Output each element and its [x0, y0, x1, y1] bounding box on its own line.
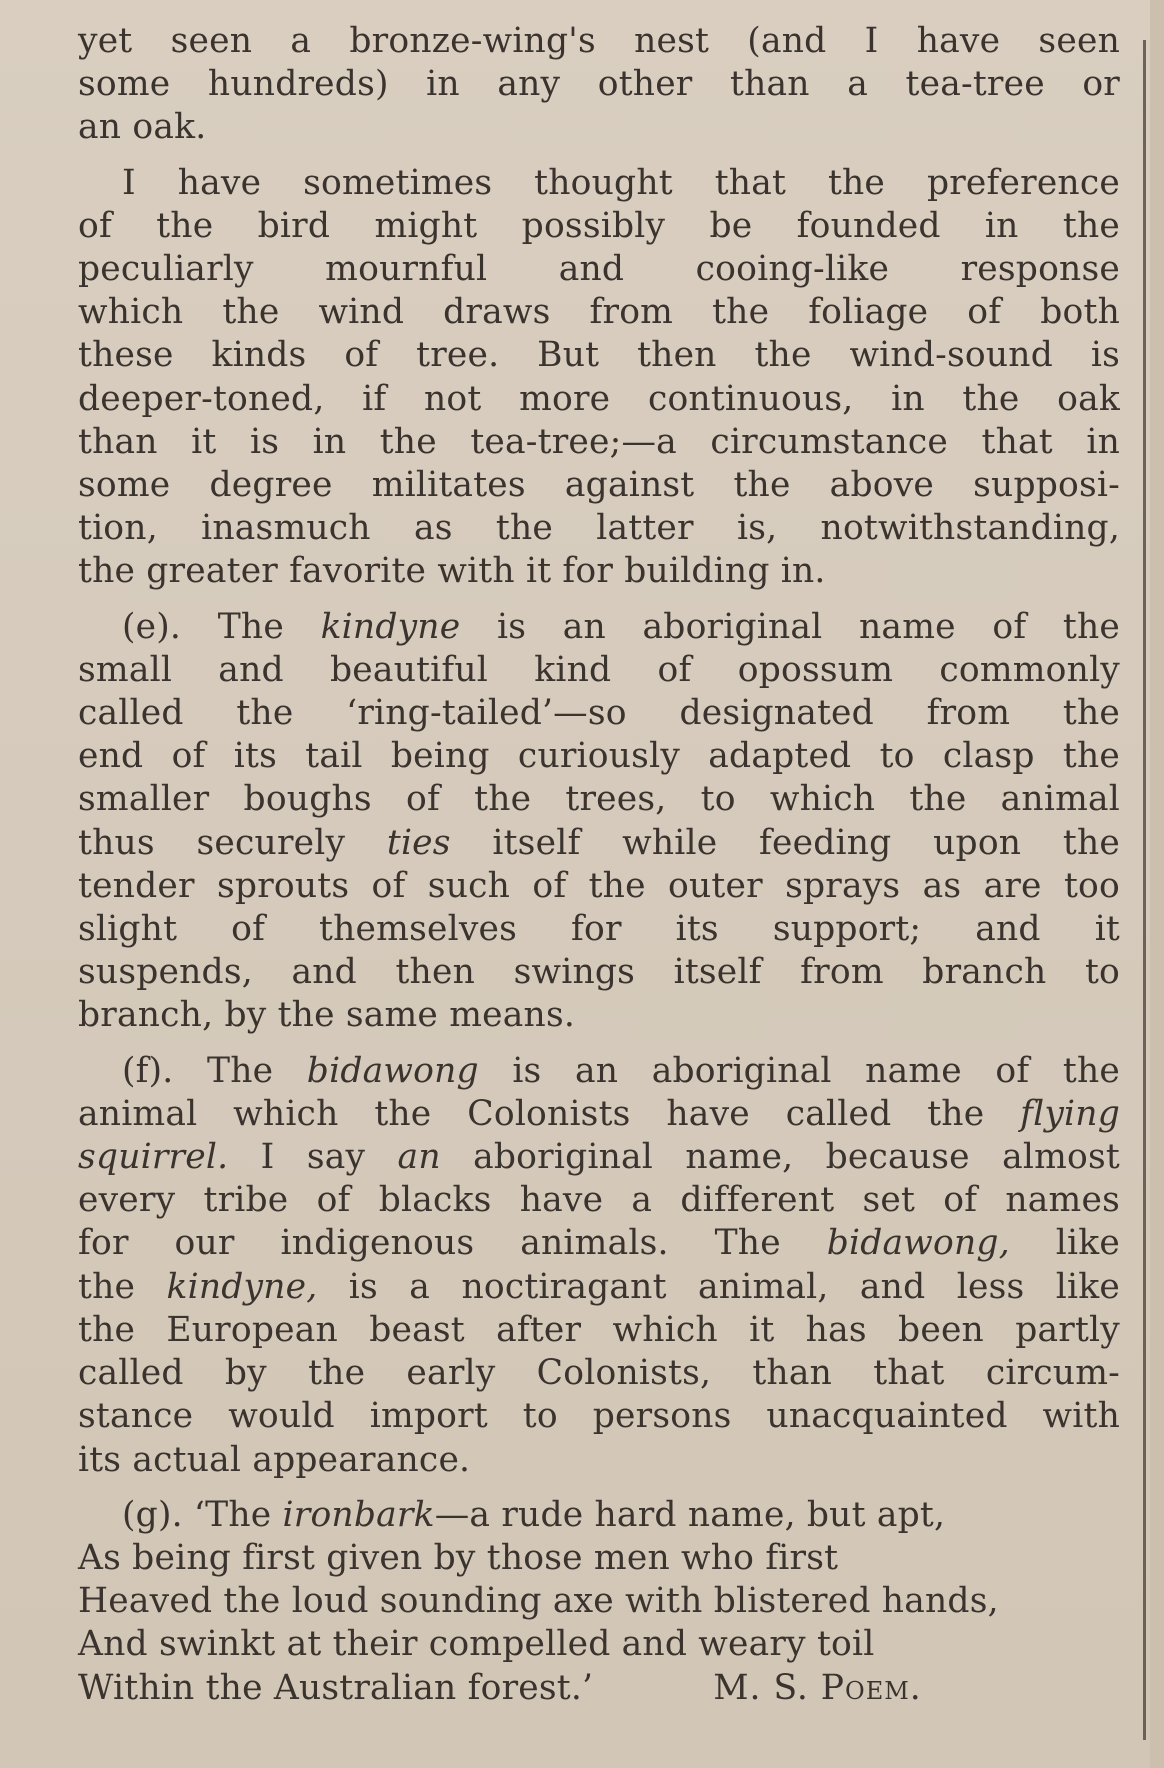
verse-line: And swinkt at their compelled and weary toil — [78, 1624, 875, 1665]
text-run: Within the Australian forest.’ — [78, 1667, 594, 1708]
text-run: —a rude hard name, but apt, — [434, 1494, 946, 1535]
paragraph-preference — [78, 162, 1120, 594]
text-run: (f). The — [122, 1050, 307, 1091]
text-line — [78, 606, 1120, 649]
text-line: small and beautiful kind of opossum commonly — [78, 649, 1120, 690]
paragraph-note-e — [78, 606, 1120, 1038]
text-run: animal which the Colonists have called the — [78, 1093, 1021, 1134]
text-run: is a noctiragant animal, and less like — [317, 1266, 1120, 1307]
text-run: like — [1009, 1223, 1120, 1264]
text-line: branch, by the same means. — [78, 995, 576, 1036]
page-margin — [1150, 0, 1164, 1768]
text-run: aboriginal name, because almost — [440, 1137, 1120, 1178]
text-line: some degree militates against the above supposi- — [78, 465, 1120, 506]
text-line: stance would import to persons unacquainted with — [78, 1396, 1120, 1437]
italic-term: bidawong, — [826, 1223, 1010, 1264]
text-line: of the bird might possibly be founded in the — [78, 205, 1120, 246]
text-line: yet seen a bronze-wing's nest (and I have seen — [78, 21, 1120, 61]
column-rule — [1143, 40, 1146, 1740]
text-line: end of its tail being curiously adapted to clasp the — [78, 736, 1120, 777]
text-run: thus securely — [78, 822, 387, 863]
text-column — [78, 20, 1120, 1710]
text-line — [78, 1266, 1120, 1309]
italic-term: kindyne, — [166, 1266, 318, 1307]
text-run: for our indigenous animals. The — [78, 1223, 827, 1264]
text-line: deeper-toned, if not more continuous, in the oak — [78, 378, 1120, 419]
italic-term: bidawong — [306, 1050, 479, 1091]
text-line — [78, 1093, 1120, 1136]
text-line: some hundreds) in any other than a tea-tree or — [78, 64, 1120, 105]
verse-line: As being first given by those men who first — [78, 1537, 839, 1578]
text-line — [78, 822, 1120, 865]
text-line: smaller boughs of the trees, to which the animal — [78, 779, 1120, 820]
text-line: tender sprouts of such of the outer sprays as are too — [78, 865, 1120, 906]
text-line — [78, 1222, 1120, 1265]
text-run: the — [78, 1266, 167, 1307]
text-line: these kinds of tree. But then the wind-sound is — [78, 335, 1120, 376]
text-line: slight of themselves for its support; and it — [78, 909, 1120, 950]
text-line: its actual appearance. — [78, 1439, 471, 1480]
text-run: is an aboriginal name of the — [478, 1050, 1120, 1091]
text-run: is an aboriginal name of the — [460, 606, 1120, 647]
italic-term: squirrel. — [78, 1137, 229, 1178]
verse-line — [78, 1667, 1120, 1710]
verse-quote-g — [78, 1494, 1120, 1710]
verse-line: Heaved the loud sounding axe with blistered hands, — [78, 1581, 999, 1622]
paragraph-note-f — [78, 1050, 1120, 1482]
text-line: an oak. — [78, 107, 207, 148]
italic-term: ironbark — [282, 1494, 435, 1535]
italic-term: flying — [1020, 1093, 1120, 1134]
text-line: I have sometimes thought that the preference — [122, 162, 1120, 203]
text-line — [78, 1136, 1120, 1179]
text-line: than it is in the tea-tree;—a circumstance that in — [78, 421, 1120, 462]
text-line: which the wind draws from the foliage of both — [78, 292, 1120, 333]
text-line — [78, 1050, 1120, 1093]
italic-term: kindyne — [320, 606, 461, 647]
text-run: (g). ‘The — [122, 1494, 283, 1535]
attribution: M. S. Poem. — [713, 1667, 922, 1708]
text-line: called by the early Colonists, than that circum- — [78, 1353, 1120, 1394]
text-line: the greater favorite with it for building in. — [78, 551, 826, 592]
paragraph-continuation — [78, 20, 1120, 150]
text-line: suspends, and then swings itself from branch to — [78, 952, 1120, 993]
text-run: itself while feeding upon the — [450, 822, 1120, 863]
italic-term: ties — [386, 822, 451, 863]
verse-line — [78, 1494, 1120, 1537]
text-run: I say — [228, 1137, 398, 1178]
text-line: called the ‘ring-tailed’—so designated from the — [78, 693, 1120, 734]
text-line: every tribe of blacks have a different set of names — [78, 1180, 1120, 1221]
text-line: the European beast after which it has been partly — [78, 1309, 1120, 1350]
text-run: (e). The — [122, 606, 321, 647]
text-line: tion, inasmuch as the latter is, notwithstanding, — [78, 508, 1120, 549]
text-line: peculiarly mournful and cooing-like response — [78, 249, 1120, 290]
italic-term: an — [397, 1137, 441, 1178]
